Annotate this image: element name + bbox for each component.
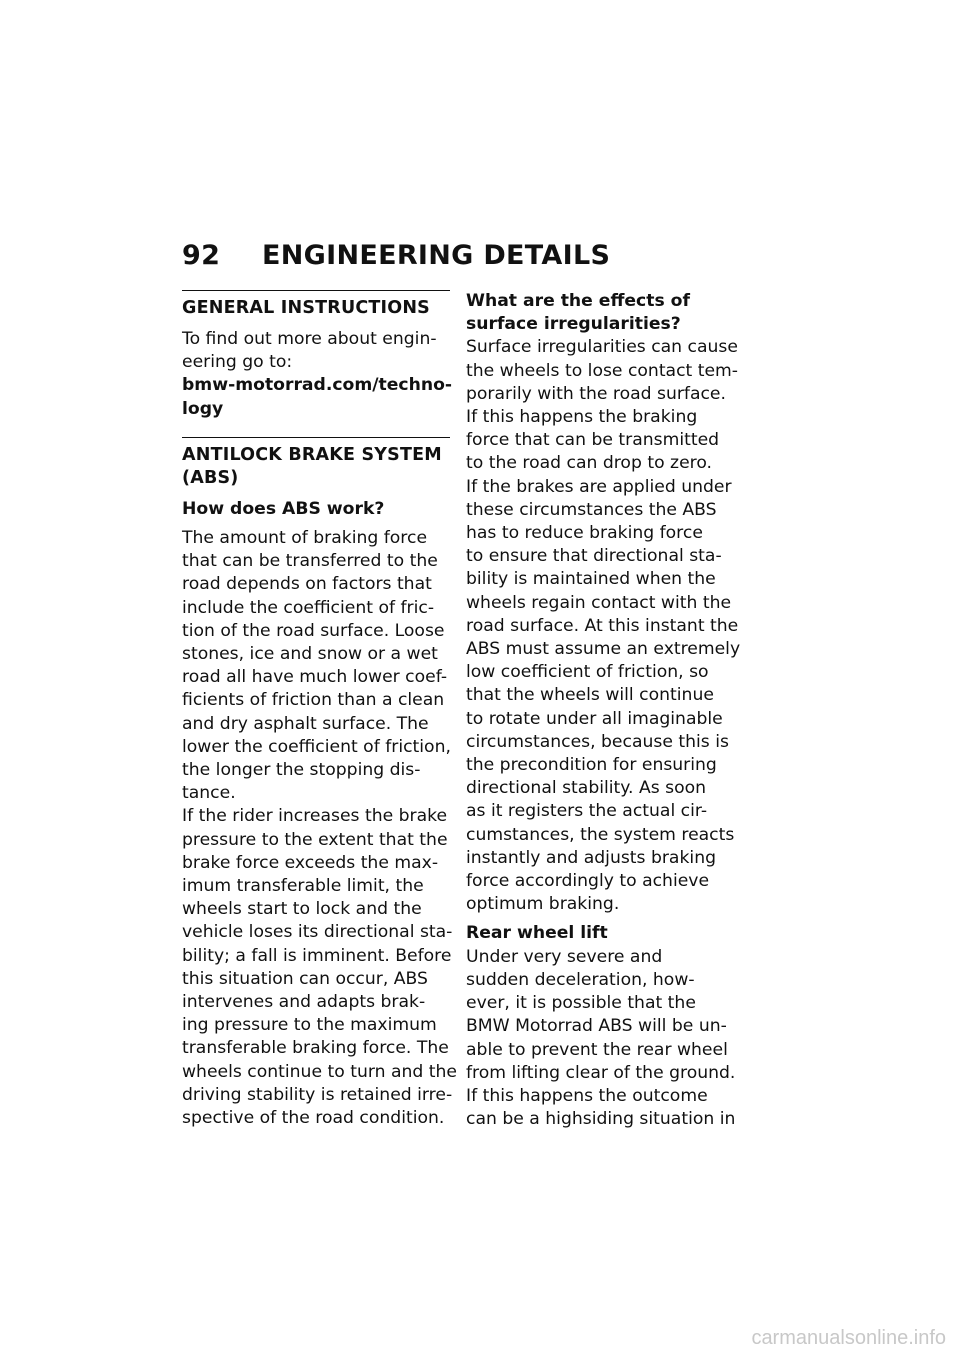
general-instructions-section [182,290,453,421]
text-line: If this happens the outcome [466,1085,708,1106]
text-line: road depends on factors that [182,574,432,595]
text-line: sudden deceleration, how- [466,969,695,990]
text-line: porarily with the road surface. [466,383,726,404]
text-line: spective of the road condition. [182,1108,445,1129]
text-line: lower the coefficient of friction, [182,736,451,757]
heading-line: (ABS) [182,467,239,488]
text-line: force that can be transmitted [466,430,720,451]
surface-irregularities-heading [466,290,742,336]
text-line: the wheels to lose contact tem- [466,360,739,381]
text-line: road all have much lower coef- [182,667,448,688]
text-line: pressure to the extent that the [182,829,448,850]
text-line: has to reduce braking force [466,523,703,544]
text-line: include the coefficient of fric- [182,597,435,618]
page-number: 92 [182,240,221,271]
abs-heading [182,444,450,490]
text-line: to ensure that directional sta- [466,546,722,567]
text-line: can be a highsiding situation in [466,1109,736,1130]
text-line: imum transferable limit, the [182,876,424,897]
text-line: ABS must assume an extremely [466,639,741,660]
text-line: wheels start to lock and the [182,899,422,920]
text-line: brake force exceeds the max- [182,852,439,873]
text-line: Surface irregularities can cause [466,337,738,358]
heading-line: ANTILOCK BRAKE SYSTEM [182,444,442,465]
text-line: bility; a fall is imminent. Before [182,945,452,966]
text-line: optimum braking. [466,894,620,915]
abs-paragraph-2 [182,805,457,1130]
text-line: from lifting clear of the ground. [466,1062,736,1083]
general-instructions-text [182,328,450,374]
general-instructions-heading: GENERAL INSTRUCTIONS [182,298,430,318]
text-line: that the wheels will continue [466,685,714,706]
text-line: circumstances, because this is [466,731,729,752]
text-line: to the road can drop to zero. [466,453,713,474]
text-line: ing pressure to the maximum [182,1015,437,1036]
abs-question-heading: How does ABS work? [182,498,385,519]
text-line: driving stability is retained irre- [182,1084,453,1105]
text-line: able to prevent the rear wheel [466,1039,728,1060]
text-line: bility is maintained when the [466,569,716,590]
text-line: ficients of friction than a clean [182,690,445,711]
text-line: instantly and adjusts braking [466,847,716,868]
text-line: If the brakes are applied under [466,476,732,497]
text-line: Under very severe and [466,946,663,967]
rear-wheel-lift-heading: Rear wheel lift [466,923,608,944]
text-line: this situation can occur, ABS [182,968,428,989]
text-line: If this happens the braking [466,407,698,428]
text-line: to rotate under all imaginable [466,708,723,729]
text-line: intervenes and adapts brak- [182,992,426,1013]
page-title: ENGINEERING DETAILS [262,240,611,271]
text-line: vehicle loses its directional sta- [182,922,453,943]
heading-line: surface irregularities? [466,314,681,335]
text-line: BMW Motorrad ABS will be un- [466,1016,727,1037]
right-column [466,290,742,1131]
text-line: wheels regain contact with the [466,592,732,613]
abs-paragraph-1 [182,527,450,805]
abs-section [182,437,457,1130]
text-line: tance. [182,783,236,804]
text-line: force accordingly to achieve [466,871,710,892]
left-column [182,290,457,1130]
text-line: The amount of braking force [182,528,428,549]
text-line: directional stability. As soon [466,778,706,799]
text-line: If the rider increases the brake [182,806,448,827]
text-line: road surface. At this instant the [466,615,739,636]
text-line: wheels continue to turn and the [182,1061,457,1082]
text-line: eering go to: [182,352,293,373]
text-line: tion of the road surface. Loose [182,620,445,641]
text-line: cumstances, the system reacts [466,824,735,845]
link-line[interactable]: logy [182,398,224,419]
text-line: and dry asphalt surface. The [182,713,429,734]
rear-wheel-lift-paragraph [466,946,742,1132]
surface-irregularities-paragraph [466,336,742,916]
text-line: stones, ice and snow or a wet [182,644,438,665]
technology-link[interactable] [182,374,453,420]
page-header [182,240,610,271]
text-line: the longer the stopping dis- [182,760,421,781]
text-line: as it registers the actual cir- [466,801,708,822]
text-line: these circumstances the ABS [466,499,717,520]
link-line[interactable]: bmw-motorrad.com/techno- [182,375,453,396]
text-line: that can be transferred to the [182,551,438,572]
text-line: low coefficient of friction, so [466,662,709,683]
heading-line: What are the effects of [466,291,690,311]
text-line: To find out more about engin- [182,329,437,349]
watermark: carmanualsonline.info [751,1327,946,1349]
text-line: the precondition for ensuring [466,755,717,776]
text-line: transferable braking force. The [182,1038,449,1059]
text-line: ever, it is possible that the [466,993,696,1014]
